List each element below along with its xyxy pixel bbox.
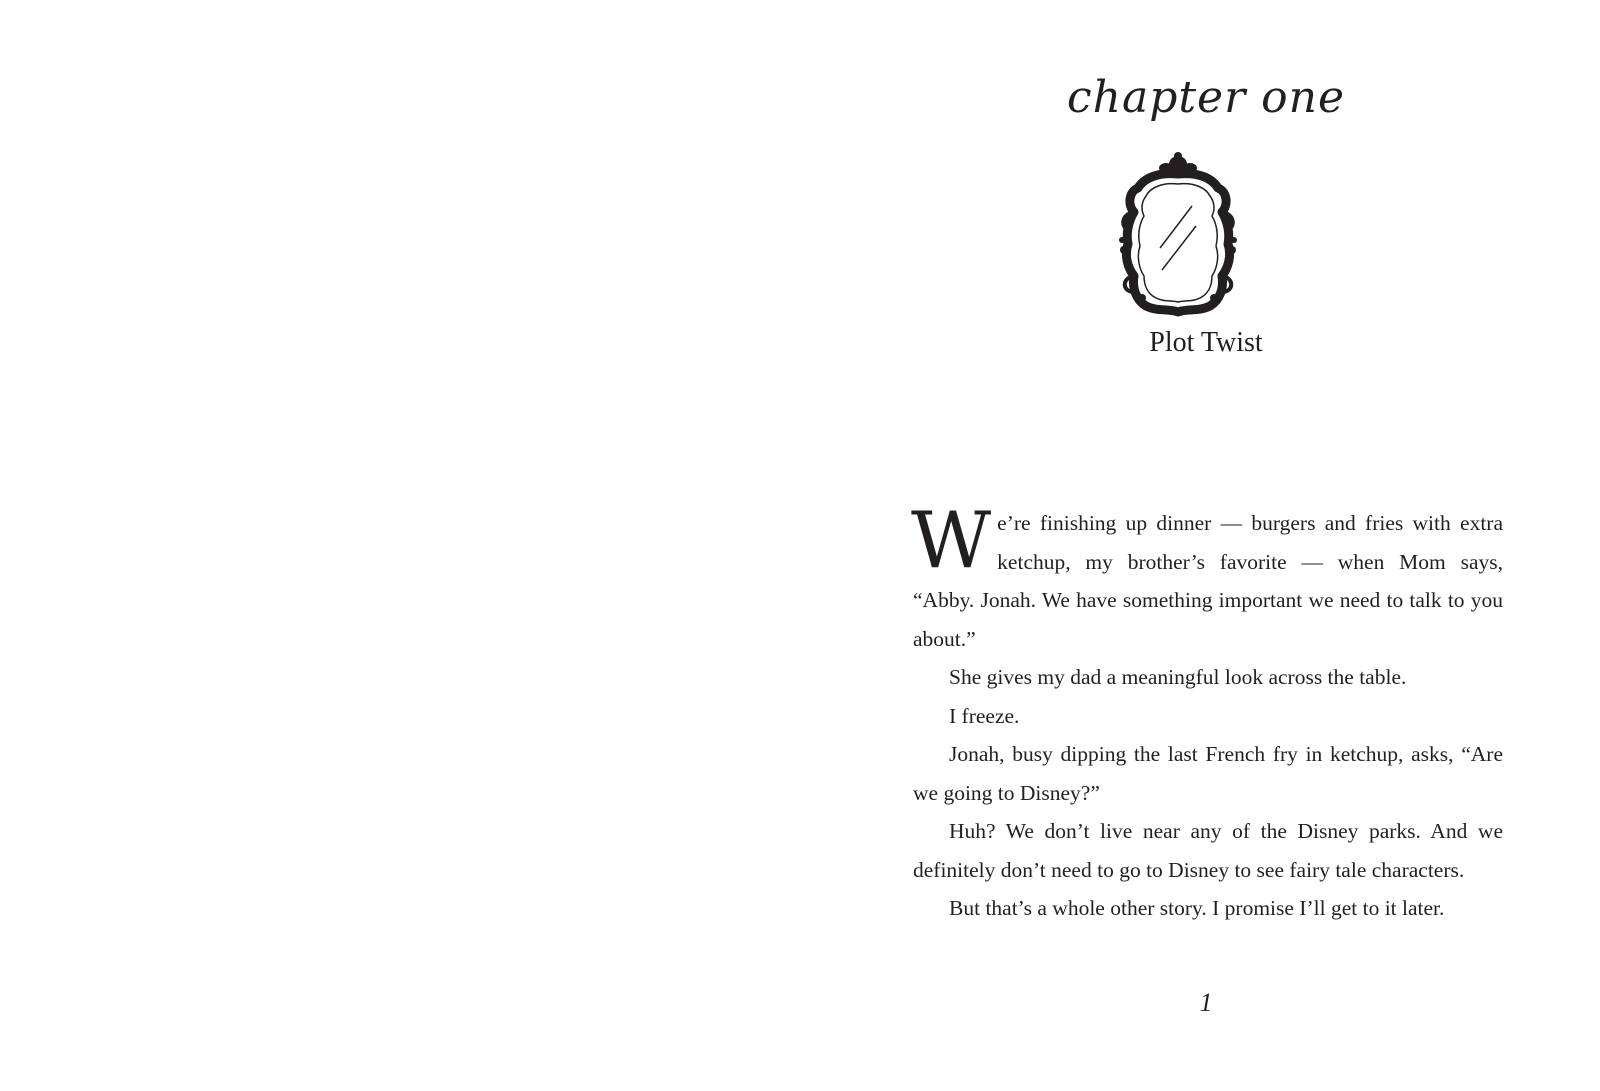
paragraph-3: I freeze.	[949, 703, 1020, 728]
paragraph-2: She gives my dad a meaningful look across the table.	[949, 665, 1407, 689]
paragraph-1	[911, 496, 1503, 658]
paragraph-1-text: e’re finishing up dinner — burgers and fries with extra ketchup, my brother’s favorite — when Mom says, “Abby. Jonah. We have something important we need to talk to you about.”	[913, 511, 1503, 651]
paragraph-6: But that’s a whole other story. I promise I’ll get to it later.	[949, 896, 1445, 920]
chapter-title: Plot Twist	[1149, 327, 1263, 358]
paragraph-5: Huh? We don’t live near any of the Disney parks. And we definitely don’t need to go to Disney to see fairy tale characters.	[913, 819, 1503, 882]
paragraph-4: Jonah, busy dipping the last French fry in ketchup, asks, “Are we going to Disney?”	[913, 742, 1503, 805]
drop-cap: W	[911, 496, 990, 586]
chapter-label: chapter one	[1067, 72, 1345, 123]
chapter-body	[911, 496, 1503, 928]
ornate-mirror-icon	[1114, 152, 1242, 322]
right-page	[800, 0, 1600, 1091]
page-number: 1	[1199, 988, 1213, 1017]
